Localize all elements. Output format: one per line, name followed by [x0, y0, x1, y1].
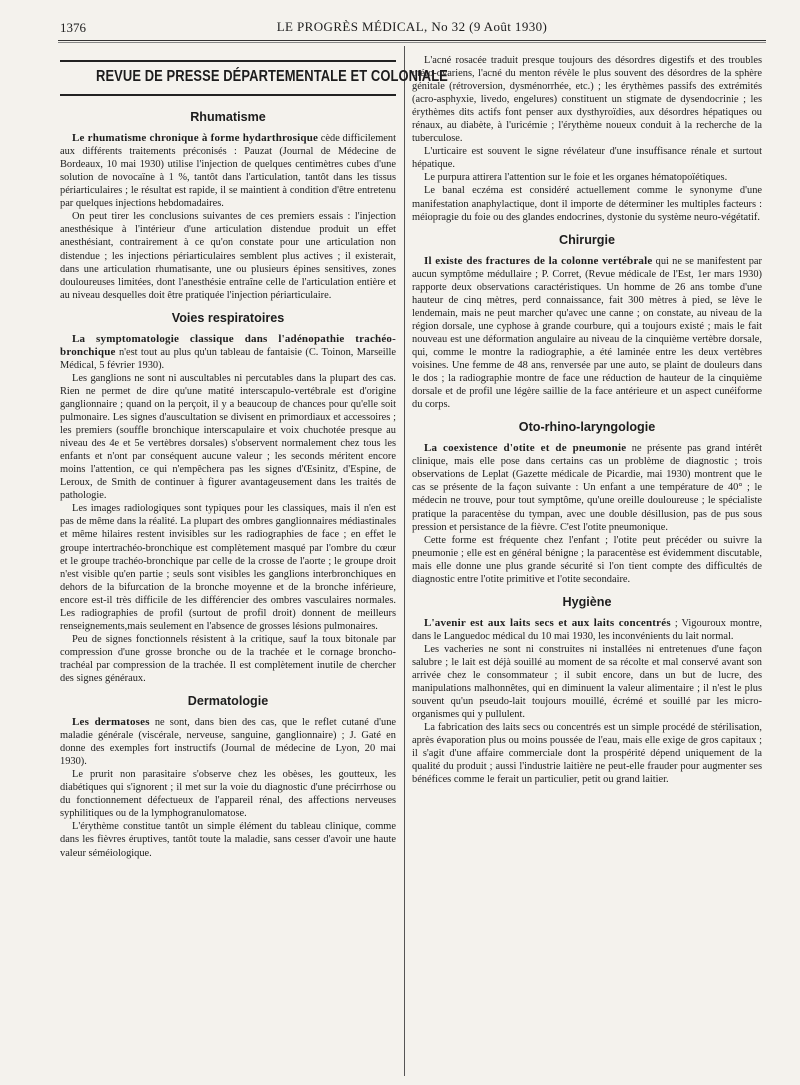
right-column [412, 54, 762, 1077]
section-heading-dermatologie: Dermatologie [187, 694, 269, 709]
paragraph-text: cède difficilement aux différents traitements préconisés : Pauzat (Journal de Médecine de Bordeaux, 10 mai 1930) utilise l'injection de quelques centimètres cubes d'une solution de novocaïne à 1 %, tantôt dans l'articulation, tantôt dans les tissus périarticulaires ; le résultat est rapide, il se maintient à condition d'être entretenu par quelques injections hebdomadaires. [60, 133, 396, 210]
paragraph: Les vacheries ne sont ni construites ni installées ni entretenues d'une façon salubre ; le lait est déjà souillé au moment de sa récolte et mal conservé avant son arrivée chez le consommateur ; il subit encore, dans un but de lucre, des manipulations malhonnêtes, qui en diminuent la valeur alimentaire ; il n'est le plus souvent qu'un pseudo-lait toujours mouillé, écrémé et souillé par les micro-organismes qui y pullulent. [412, 643, 762, 721]
paragraph-text: n'est tout au plus qu'un tableau de fantaisie (C. Toinon, Marseille Médical, 5 février 1930). [60, 346, 396, 371]
paragraph: L'acné rosacée traduit presque toujours des désordres digestifs et des troubles utéro-ovariens, l'acné du menton révèle le plus souvent des désordres de la sphère génitale (rétroversion, dysménorrhée, etc.) ; les érythèmes passifs des extrémités (acro-asphyxie, livedo, engelures) constituent un stigmate de dysendocrinie ; les érythèmes dits actifs font penser aux dysthyroïdies, aux désordres hépatiques ou rénaux, au diabète, à l'uricémie ; l'érythème noueux conduit à la recherche de la tuberculose. [412, 55, 762, 145]
paragraph: Le prurit non parasitaire s'observe chez les obèses, les goutteux, les diabétiques qui s'ignorent ; il met sur la voie du diagnostic d'une précirrhose ou du fonctionnement défectueux de l'appareil rénal, des affections nerveuses syphilitiques ou de la lymphogranulomatose. [60, 769, 396, 820]
paragraph [412, 442, 762, 533]
lead-phrase: Les dermatoses [72, 716, 150, 729]
paragraph: On peut tirer les conclusions suivantes de ces premiers essais : l'injection anesthésique à l'intérieur d'une articulation distendue produit un effet anesthésiant, contrairement à ce qu'on constate pour une articulation non distendue ; les injections périarticulaires semblent plus actives ; il existerait, dans une articulation rhumatisante, une ou plusieurs épines sensitives, zones douloureuses limitées, dont l'anesthésie entraîne celle de l'articulation entière et au niveau desquelles doit être pratiquée l'injection périarticulaire. [60, 211, 396, 301]
section-heading-rhumatisme: Rhumatisme [190, 110, 266, 125]
paragraph: La fabrication des laits secs ou concentrés est un simple procédé de stérilisation, après évaporation plus ou moins poussée de l'eau, mais elle exige de gros capitaux ; il s'agit d'une affaire commerciale dont la prospérité dépend uniquement de la qualité du produit ; aussi l'industrie laitière ne peut-elle frauder pour augmenter ses bénéfices comme le ferait un particulier, petit ou grand laitier. [412, 722, 762, 786]
lead-phrase: Il existe des fractures de la colonne vertébrale [424, 254, 653, 267]
paragraph [60, 716, 396, 768]
paragraph [412, 617, 762, 643]
paragraph: Peu de signes fonctionnels résistent à la critique, sauf la toux bitonale par compression d'une grosse bronche ou de la trachée et le cornage broncho-trachéal par compression de la trachée. Il est complètement inutile de chercher des signes généraux. [60, 633, 396, 684]
paragraph: L'érythème constitue tantôt un simple élément du tableau clinique, comme dans les fièvres éruptives, tantôt toute la maladie, sans cesser d'avoir une haute valeur séméiologique. [60, 821, 396, 859]
left-column [60, 46, 448, 1077]
paragraph-text: ne sont, dans bien des cas, que le reflet cutané d'une maladie générale (viscérale, nerveuse, sanguine, ganglionnaire) ; J. Gaté en donne des exemples fort instructifs (Journal de médecine de Lyon, 20 mai 1930). [60, 717, 397, 768]
paragraph-text: ne présente pas grand intérêt clinique, mais elle pose dans certains cas un problème de diagnostic ; trois observations de Leplat (Gazette médicale de Picardie, mai 1930) montrent que le cas se présente de la façon suivante : Un enfant a une température de 40° ; le médecin ne trouve, pour tout symptôme, qu'une oreille douloureuse ; le spécialiste pratique la paracentèse du tympan, avec une double désillusion, pas de pus sous pression et persistance de la fièvre. C'est l'otite pneumonique. [412, 443, 762, 533]
rubric-title: REVUE DE PRESSE DÉPARTEMENTALE ET COLONIALE [96, 68, 448, 85]
lead-phrase: Le rhumatisme chronique à forme hydarthrosique [72, 132, 319, 145]
paragraph: Le banal eczéma est considéré actuellement comme le synonyme d'une manifestation anaphylactique, dont il importe de déterminer les multiples facteurs : méiopragie du foie ou des glandes endocrines, dystonie du système neuro-végétatif. [412, 185, 762, 223]
section-heading-voies-respiratoires: Voies respiratoires [171, 310, 285, 325]
section-heading-chirurgie: Chirurgie [559, 232, 615, 247]
paragraph: L'urticaire est souvent le signe révélateur d'une insuffisance rénale et surtout hépatique. [412, 146, 762, 171]
paragraph: Les ganglions ne sont ni auscultables ni percutables dans la plupart des cas. Rien ne permet de dire qu'une matité interscapulo-vertébrale est d'origine ganglionnaire ; quand on la perçoit, il y a beaucoup de chances pour qu'elle soit pulmonaire. Les signes d'auscultation se divisent en primordiaux et accessoires ; les premiers (souffle bronchique interscapulaire et voix chuchotée presque au niveau des 4e et 5e vertèbres dorsales) s'observent normalement chez tous les enfants et n'ont par conséquent aucune valeur ; les seconds méritent encore moins l'attention, ce qui n'empêchera pas les signes d'Œsinitz, d'Espine, de Leroux, de Smith de continuer à figurer avantageusement dans les traités de pathologie. [60, 372, 396, 502]
page-number: 1376 [60, 20, 86, 35]
lead-phrase: La symptomatologie classique dans l'adénopathie trachéo-bronchique [60, 332, 396, 358]
paragraph-text: ; Vigouroux montre, dans le Languedoc médical du 10 mai 1930, les inconvénients du lait normal. [412, 617, 762, 642]
paragraph [60, 333, 396, 372]
paragraph: Le purpura attirera l'attention sur le foie et les organes hématopoïétiques. [424, 172, 728, 184]
paragraph: Les images radiologiques sont typiques pour les classiques, mais il n'en est pas de même dans la réalité. La plupart des ombres ganglionnaires médiastinales et même hilaires restent invisibles sur les radiographies de face ; en effet le groupe intertrachéo-bronchique est complètement masqué par l'ombre du cœur et le groupe trachéo-bronchique par celle de la crosse de l'aorte ; le groupe droit n'est visible qu'en partie ; seuls sont visibles les ganglions interbronchiques en dehors de la bifurcation de la bronche moyenne et de la bronche inférieure, encore est-il très difficile de les différencier des ombres vasculaires normales. Les radiographies de profil (surtout de profil droit) donnent de meilleurs renseignements,mais seulement en l'absence de grosses lésions pulmonaires. [60, 503, 396, 632]
paragraph [60, 132, 396, 210]
header-rule-secondary [58, 42, 766, 43]
lead-phrase: La coexistence d'otite et de pneumonie [424, 442, 627, 455]
column-divider [404, 46, 405, 1076]
page-header [58, 16, 766, 38]
paragraph [412, 255, 762, 412]
rubric-box [60, 60, 448, 96]
journal-title: LE PROGRÈS MÉDICAL, No 32 (9 Août 1930) [276, 19, 548, 34]
header-rule [58, 40, 766, 41]
section-heading-oto-rhino-laryngologie: Oto-rhino-laryngologie [518, 420, 656, 435]
section-heading-hygiene: Hygiène [562, 594, 612, 609]
paragraph: Cette forme est fréquente chez l'enfant ; l'otite peut précéder ou suivre la pneumonie ; elle est en général bénigne ; la paracentèse est évidemment discutable, mais elle donne une plus grande sécurité si l'on tient compte des difficultés de diagnostic entre l'otite primitive et l'otite secondaire. [412, 534, 762, 585]
paragraph-text: qui ne se manifestent par aucun symptôme médullaire ; P. Corret, (Revue médicale de l'Est, 1er mars 1930) rapporte deux observations caractéristiques. Un homme de 26 ans tombe d'une hauteur de cinq mètres, perd connaissance, fait 300 mètres à pied, se lève le lendemain, mais ne peut marcher qu'avec une canne ; on constate, au niveau de la région dorsale, une cyphose à grande courbure, qui a toujours existé ; mais le fait nouveau est une déformation angulaire au niveau de la cinquième vertèbre dorsale, qui, comme le montre la radiographie, a été laminée entre les deux vertèbres voisines. Une femme de 48 ans, renversée par une auto, se plaint de douleurs dans le dos ; la radiographie montre de face une réduction de hauteur de la cinquième dorsale et de profil une légère saillie de la face antérieure et un aspect cunéiforme du corps. [412, 255, 762, 411]
lead-phrase: L'avenir est aux laits secs et aux laits concentrés [424, 616, 671, 629]
